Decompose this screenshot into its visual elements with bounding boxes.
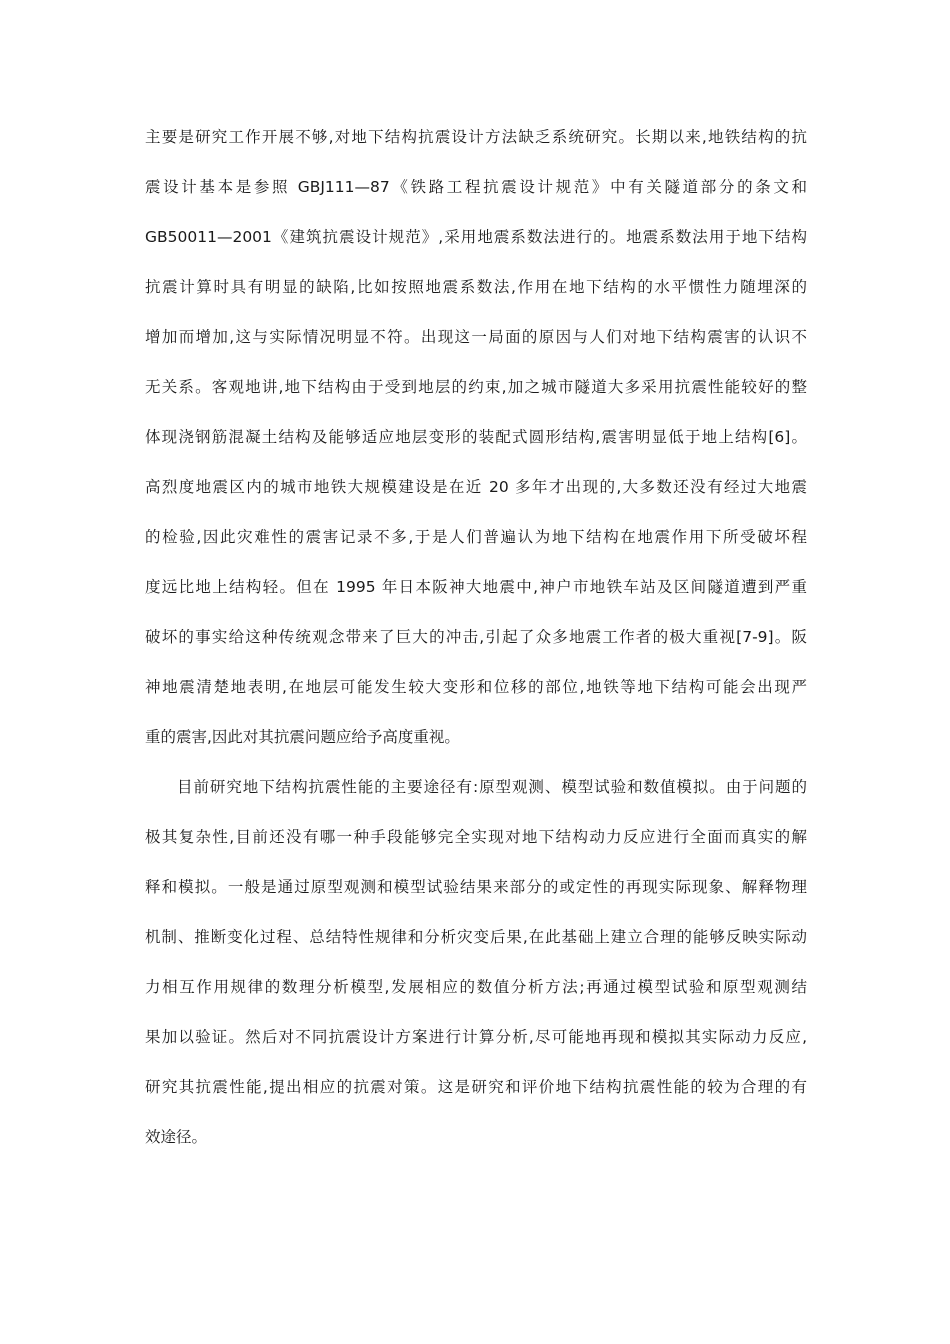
text-line: 的检验,因此灾难性的震害记录不多,于是人们普遍认为地下结构在地震作用下所受破坏程: [145, 528, 807, 546]
text-line: 抗震计算时具有明显的缺陷,比如按照地震系数法,作用在地下结构的水平惯性力随埋深的: [145, 278, 807, 296]
text-line: 主要是研究工作开展不够,对地下结构抗震设计方法缺乏系统研究。长期以来,地铁结构的抗: [145, 128, 807, 146]
paragraph-2: [145, 762, 807, 1162]
text-line: 果加以验证。然后对不同抗震设计方案进行计算分析,尽可能地再现和模拟其实际动力反应,: [145, 1028, 807, 1046]
text-line: 释和模拟。一般是通过原型观测和模型试验结果来部分的或定性的再现实际现象、解释物理: [145, 878, 807, 896]
text-line: 无关系。客观地讲,地下结构由于受到地层的约束,加之城市隧道大多采用抗震性能较好的整: [145, 378, 807, 396]
text-line: 极其复杂性,目前还没有哪一种手段能够完全实现对地下结构动力反应进行全面而真实的解: [145, 828, 807, 846]
text-line: 效途径。: [145, 1128, 208, 1146]
paragraph-1: [145, 112, 807, 762]
text-line: 体现浇钢筋混凝土结构及能够适应地层变形的装配式圆形结构,震害明显低于地上结构[6]。: [145, 428, 807, 446]
text-line: 高烈度地震区内的城市地铁大规模建设是在近 20 多年才出现的,大多数还没有经过大地震: [145, 478, 807, 496]
text-line: GB50011—2001《建筑抗震设计规范》,采用地震系数法进行的。地震系数法用于地下结构: [145, 228, 807, 246]
text-line: 目前研究地下结构抗震性能的主要途径有:原型观测、模型试验和数值模拟。由于问题的: [177, 778, 807, 796]
text-line: 神地震清楚地表明,在地层可能发生较大变形和位移的部位,地铁等地下结构可能会出现严: [145, 678, 807, 696]
document-body: [145, 112, 807, 1162]
text-line: 研究其抗震性能,提出相应的抗震对策。这是研究和评价地下结构抗震性能的较为合理的有: [145, 1078, 807, 1096]
text-line: 机制、推断变化过程、总结特性规律和分析灾变后果,在此基础上建立合理的能够反映实际动: [145, 928, 807, 946]
text-line: 力相互作用规律的数理分析模型,发展相应的数值分析方法;再通过模型试验和原型观测结: [145, 978, 807, 996]
text-line: 震设计基本是参照 GBJ111—87《铁路工程抗震设计规范》中有关隧道部分的条文和: [145, 178, 807, 196]
text-line: 重的震害,因此对其抗震问题应给予高度重视。: [145, 728, 460, 746]
text-line: 度远比地上结构轻。但在 1995 年日本阪神大地震中,神户市地铁车站及区间隧道遭到严重: [145, 578, 807, 596]
text-line: 破坏的事实给这种传统观念带来了巨大的冲击,引起了众多地震工作者的极大重视[7-9]。阪: [145, 628, 807, 646]
text-line: 增加而增加,这与实际情况明显不符。出现这一局面的原因与人们对地下结构震害的认识不: [145, 328, 807, 346]
